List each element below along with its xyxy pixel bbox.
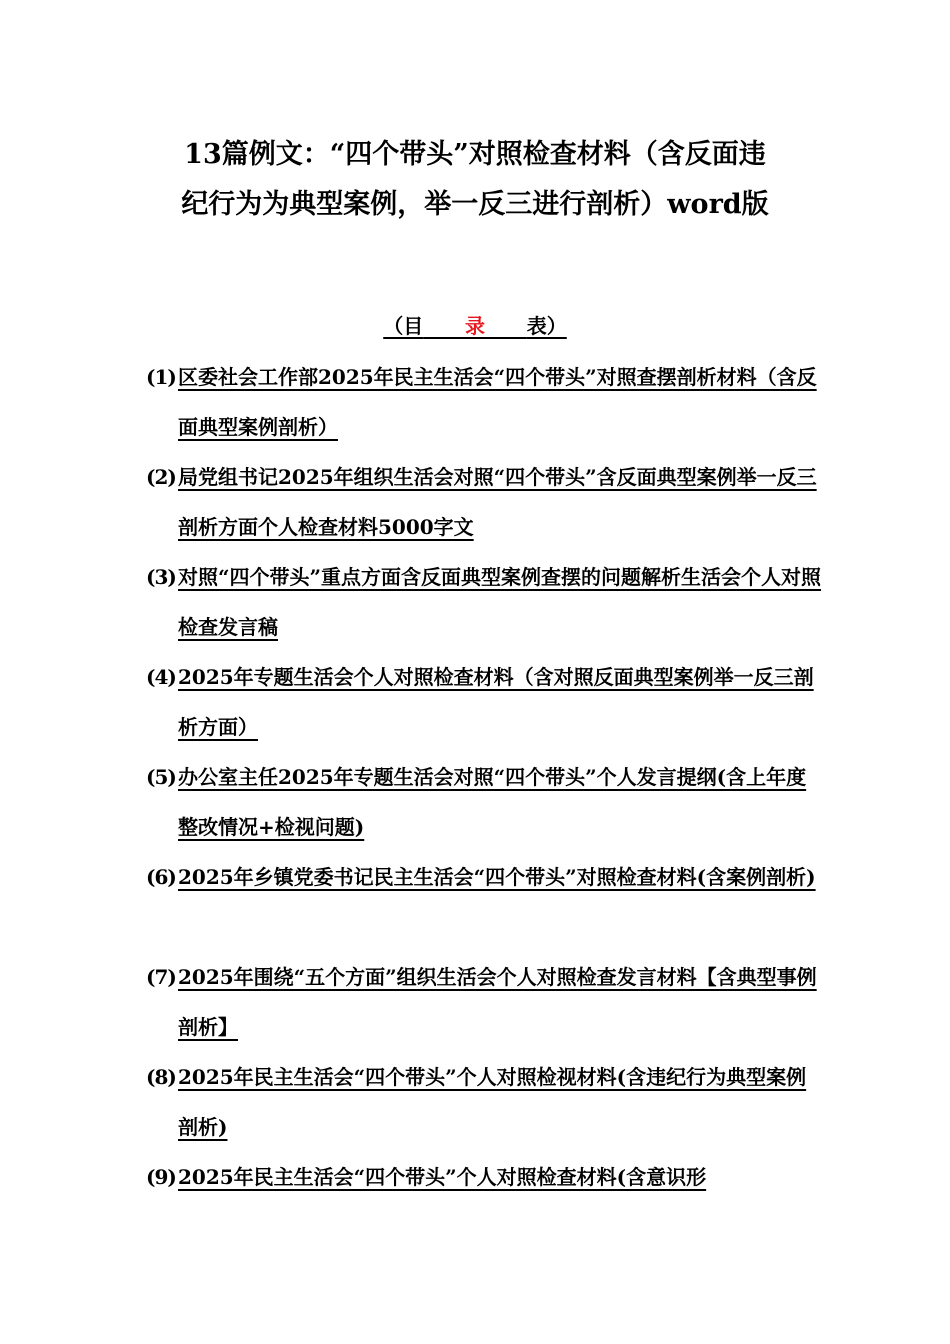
toc-item-2 — [146, 452, 826, 552]
toc-item-8 — [146, 1052, 826, 1152]
toc-heading-open: （目 — [383, 314, 424, 338]
document-title — [120, 130, 830, 230]
toc-item-number: (7) — [146, 965, 176, 989]
toc-item-5 — [146, 752, 826, 852]
toc-item-number: (8) — [146, 1065, 176, 1089]
toc-item-link[interactable]: 2025年围绕“五个方面”组织生活会个人对照检查发言材料【含典型事例剖析】 — [178, 965, 817, 1039]
toc-item-4 — [146, 652, 826, 752]
toc-item-number: (3) — [146, 565, 176, 589]
toc-item-link[interactable]: 2025年民主生活会“四个带头”个人对照检查材料(含意识形 — [178, 1165, 707, 1189]
toc-heading — [0, 312, 950, 340]
toc-item-link[interactable]: 区委社会工作部2025年民主生活会“四个带头”对照查摆剖析材料（含反面典型案例剖析） — [178, 365, 817, 439]
toc-heading-underline — [383, 314, 567, 338]
toc-list — [146, 352, 826, 1252]
toc-item-link[interactable]: 2025年专题生活会个人对照检查材料（含对照反面典型案例举一反三剖析方面） — [178, 665, 814, 739]
toc-item-link[interactable]: 对照“四个带头”重点方面含反面典型案例查摆的问题解析生活会个人对照检查发言稿 — [178, 565, 822, 639]
toc-heading-mid: 录 — [465, 314, 485, 338]
toc-item-1 — [146, 352, 826, 452]
toc-item-number: (2) — [146, 465, 176, 489]
toc-heading-close: 表） — [526, 314, 567, 338]
toc-item-number: (6) — [146, 865, 176, 889]
toc-item-number: (4) — [146, 665, 176, 689]
toc-item-3 — [146, 552, 826, 652]
toc-item-9 — [146, 1152, 826, 1252]
toc-item-7 — [146, 952, 826, 1052]
toc-item-number: (5) — [146, 765, 176, 789]
title-line-2: 纪行为为典型案例，举一反三进行剖析）word版 — [181, 189, 769, 220]
toc-item-link[interactable]: 局党组书记2025年组织生活会对照“四个带头”含反面典型案例举一反三剖析方面个人检查材料5000字文 — [178, 465, 817, 539]
toc-item-link[interactable]: 2025年乡镇党委书记民主生活会“四个带头”对照检查材料(含案例剖析) — [178, 865, 816, 889]
toc-item-number: (1) — [146, 365, 176, 389]
toc-item-number: (9) — [146, 1165, 176, 1189]
toc-item-6 — [146, 852, 826, 952]
toc-item-link[interactable]: 办公室主任2025年专题生活会对照“四个带头”个人发言提纲(含上年度整改情况+检视问题) — [178, 765, 807, 839]
toc-item-link[interactable]: 2025年民主生活会“四个带头”个人对照检视材料(含违纪行为典型案例剖析) — [178, 1065, 807, 1139]
title-line-1: 13篇例文：“四个带头”对照检查材料（含反面违 — [184, 139, 766, 170]
